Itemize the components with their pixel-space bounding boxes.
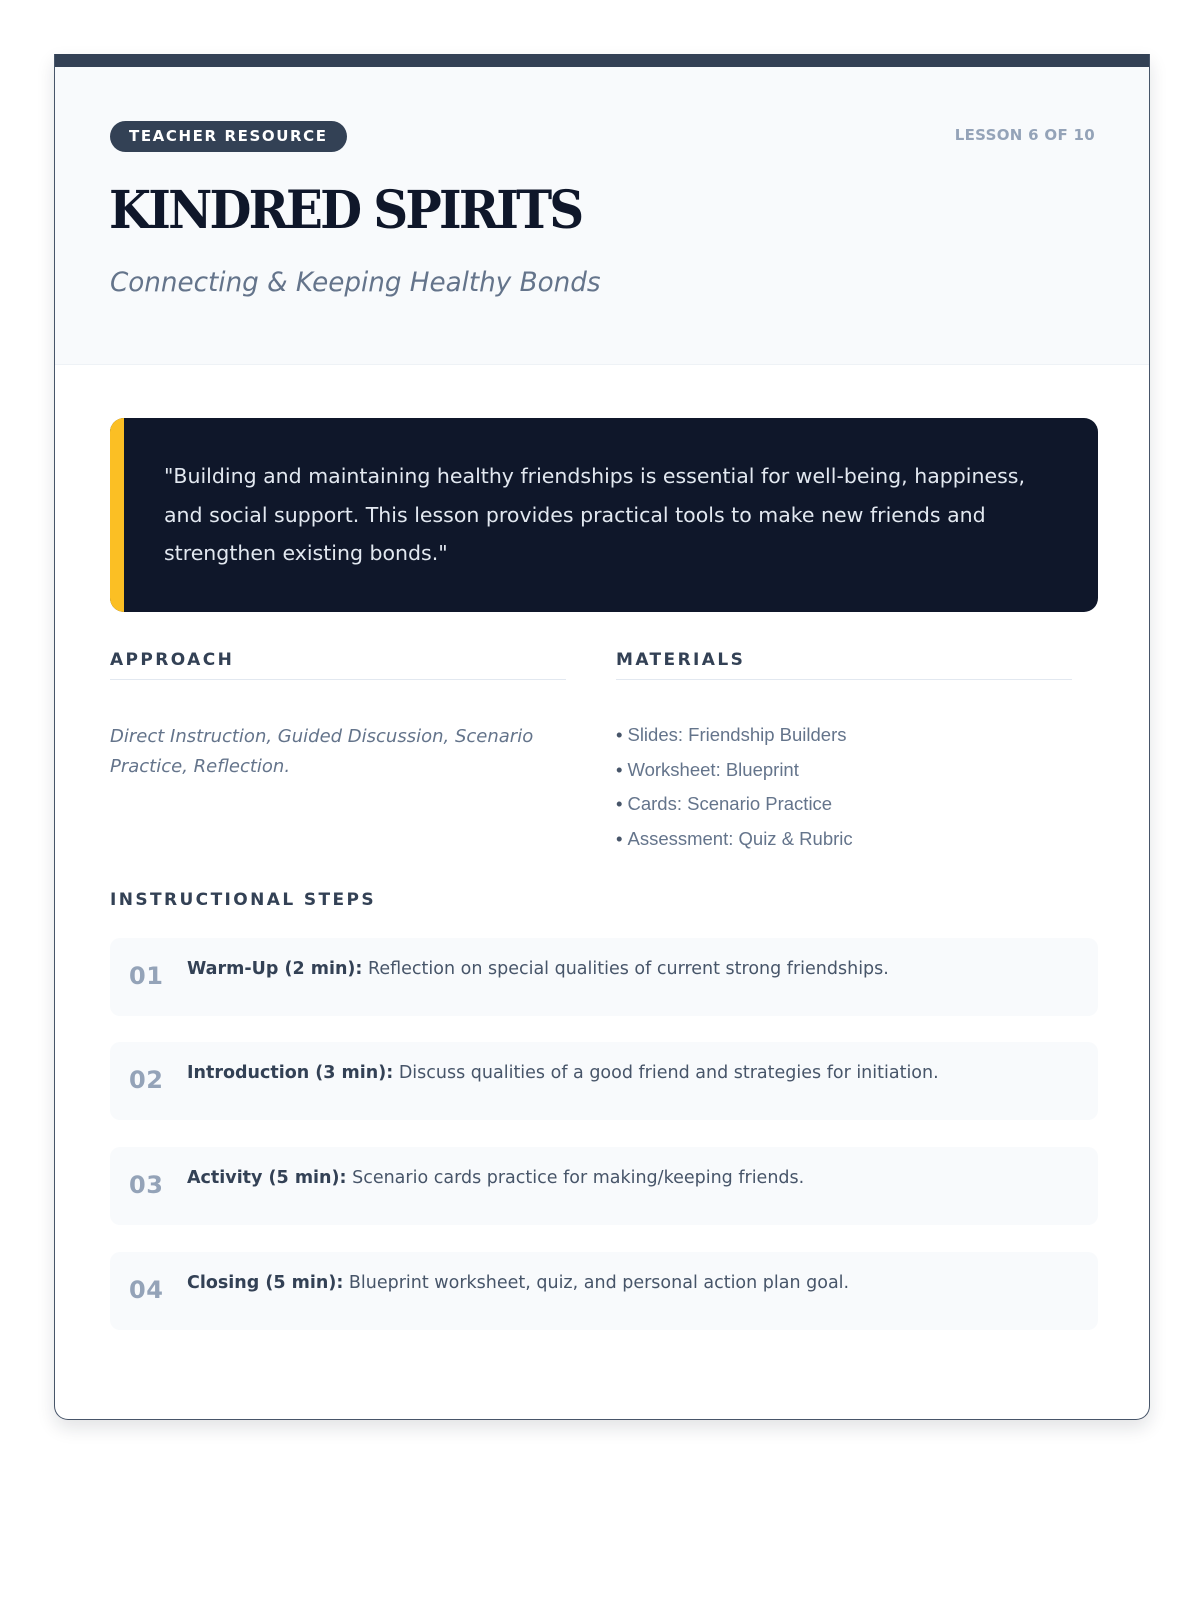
- bullet-icon: •: [616, 724, 623, 745]
- step-row: [110, 938, 1098, 1016]
- bullet-icon: •: [616, 827, 623, 849]
- step-row: [110, 1252, 1098, 1330]
- approach-heading: APPROACH: [110, 650, 235, 670]
- step-number: 01: [129, 962, 164, 990]
- approach-text: Direct Instruction, Guided Discussion, Scenario Practice, Reflection.: [110, 726, 534, 777]
- step-number: 03: [129, 1171, 164, 1199]
- lesson-card: [54, 54, 1150, 1420]
- step-text: Closing (5 min): Blueprint worksheet, quiz, and personal action plan goal.: [187, 1273, 850, 1293]
- approach-divider: [110, 679, 566, 680]
- step-text: Activity (5 min): Scenario cards practice for making/keeping friends.: [187, 1168, 805, 1188]
- materials-list: [616, 718, 853, 856]
- resource-badge: TEACHER RESOURCE: [110, 121, 347, 152]
- list-item: • Cards: Scenario Practice: [616, 793, 833, 814]
- bullet-icon: •: [616, 793, 623, 814]
- page-title: KINDRED SPIRITS: [109, 180, 582, 241]
- header: [55, 67, 1149, 365]
- step-text: Introduction (3 min): Discuss qualities of a good friend and strategies for initiation.: [187, 1063, 939, 1083]
- top-bar: [55, 54, 1149, 67]
- quote-text: "Building and maintaining healthy friendships is essential for well-being, happiness, and social support. This lesson provides practical tools to make new friends and strengthen existing bonds.": [164, 464, 1025, 565]
- page-subtitle: Connecting & Keeping Healthy Bonds: [110, 267, 601, 298]
- step-text: Warm-Up (2 min): Reflection on special qualities of current strong friendships.: [187, 959, 889, 979]
- step-number: 02: [129, 1066, 164, 1094]
- lesson-counter: LESSON 6 OF 10: [954, 126, 1095, 144]
- steps-heading: INSTRUCTIONAL STEPS: [110, 890, 377, 910]
- step-number: 04: [129, 1276, 164, 1304]
- list-item: • Slides: Friendship Builders: [616, 724, 847, 745]
- materials-divider: [616, 679, 1072, 680]
- list-item: • Assessment: Quiz & Rubric: [616, 827, 853, 849]
- quote-box: [110, 418, 1098, 612]
- list-item: • Worksheet: Blueprint: [616, 758, 799, 780]
- quote-accent-bar: [110, 418, 124, 612]
- materials-heading: MATERIALS: [616, 650, 746, 670]
- step-row: [110, 1147, 1098, 1225]
- bullet-icon: •: [616, 758, 623, 780]
- step-row: [110, 1042, 1098, 1120]
